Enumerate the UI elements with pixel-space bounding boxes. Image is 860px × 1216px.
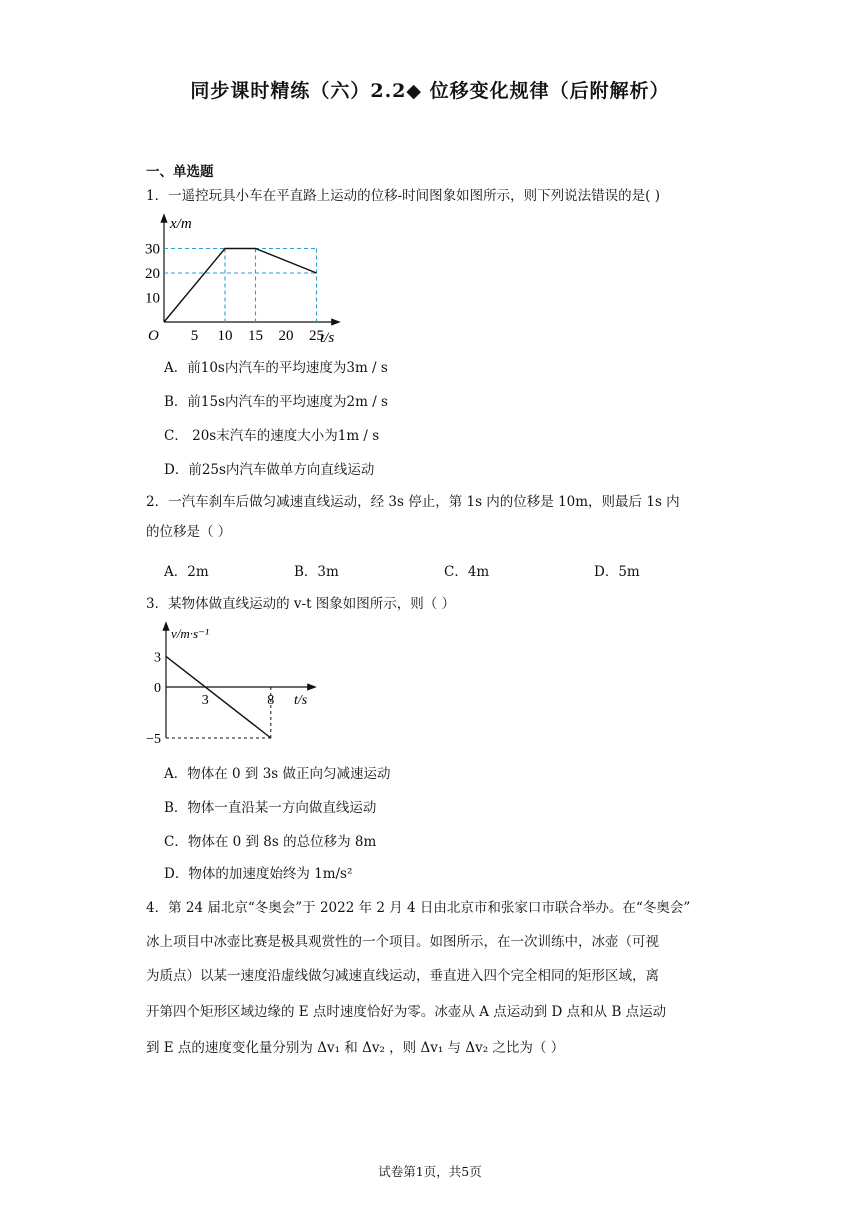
q2-option-a: A．2m — [164, 564, 209, 580]
q3-option-b: B．物体一直沿某一方向做直线运动 — [164, 800, 377, 816]
x-tick-label: 10 — [217, 328, 233, 344]
question-4-line-5: 到 E 点的速度变化量分别为 Δv₁ 和 Δv₂ ，则 Δv₁ 与 Δv₂ 之比为（ ） — [146, 1040, 565, 1056]
y-tick-label: 20 — [145, 266, 160, 282]
guide-lines — [166, 687, 271, 738]
q1-option-a: A．前10s内汽车的平均速度为3m / s — [164, 360, 388, 376]
q3-option-d: D．物体的加速度始终为 1m/s² — [164, 866, 353, 882]
y-axis-label: x/m — [170, 216, 192, 232]
page-title: 同步课时精练（六）2.2◆ 位移变化规律（后附解析） — [190, 80, 670, 102]
x-axis-label: t/s — [294, 693, 308, 708]
question-1-text: 1．一遥控玩具小车在平直路上运动的位移-时间图象如图所示，则下列说法错误的是( ) — [146, 188, 660, 204]
question-1-xt-graph — [140, 208, 350, 348]
x-tick-label: 5 — [190, 328, 199, 344]
question-4-line-3: 为质点）以某一速度沿虚线做匀减速直线运动，垂直进入四个完全相同的矩形区域，离 — [146, 968, 659, 984]
question-3-text: 3．某物体做直线运动的 v-t 图象如图所示，则（ ） — [146, 596, 456, 612]
question-2-line-1: 2．一汽车刹车后做匀减速直线运动，经 3s 停止，第 1s 内的位移是 10m，则最后 1s 内 — [146, 494, 680, 510]
xt-curve — [164, 249, 317, 323]
x-axis-label: t/s — [320, 330, 335, 346]
q3-option-a: A．物体在 0 到 3s 做正向匀减速运动 — [164, 766, 391, 782]
y-axis-label: v/m·s⁻¹ — [171, 626, 209, 641]
question-4-line-4: 开第四个矩形区域边缘的 E 点时速度恰好为零。冰壶从 A 点运动到 D 点和从 B 点运动 — [146, 1004, 667, 1020]
page-footer: 试卷第1页，共5页 — [378, 1164, 482, 1179]
y-tick-label: 30 — [145, 241, 160, 258]
question-4-line-1: 4．第 24 届北京“冬奥会”于 2022 年 2 月 4 日由北京市和张家口市联合举办。在“冬奥会” — [146, 900, 691, 916]
q3-option-c: C．物体在 0 到 8s 的总位移为 8m — [164, 834, 377, 850]
y-tick-label: 10 — [145, 290, 160, 307]
q2-option-c: C．4m — [444, 564, 490, 580]
q2-option-d: D．5m — [594, 564, 640, 580]
section-heading: 一、单选题 — [146, 164, 214, 180]
y-tick-label: −5 — [146, 732, 161, 747]
x-tick-label: 15 — [248, 328, 263, 344]
x-tick-label: 20 — [278, 328, 294, 344]
x-tick-label: 3 — [201, 693, 209, 708]
guide-lines — [164, 249, 317, 323]
question-3-vt-graph — [144, 618, 334, 748]
x-tick-label: 8 — [267, 693, 275, 708]
question-2-line-2: 的位移是（ ） — [146, 524, 232, 540]
question-4-line-2: 冰上项目中冰壶比赛是极具观赏性的一个项目。如图所示，在一次训练中，冰壶（可视 — [146, 934, 659, 950]
y-tick-label: 0 — [154, 681, 161, 696]
q2-option-b: B．3m — [294, 564, 339, 580]
q1-option-b: B．前15s内汽车的平均速度为2m / s — [164, 394, 388, 410]
q1-option-c: C． 20s末汽车的速度大小为1m / s — [164, 428, 380, 444]
q1-option-d: D．前25s内汽车做单方向直线运动 — [164, 462, 375, 478]
y-tick-label: 3 — [154, 650, 161, 666]
x-tick-label: 25 — [309, 328, 324, 344]
vt-curve — [166, 656, 271, 738]
origin-label: O — [148, 328, 159, 344]
